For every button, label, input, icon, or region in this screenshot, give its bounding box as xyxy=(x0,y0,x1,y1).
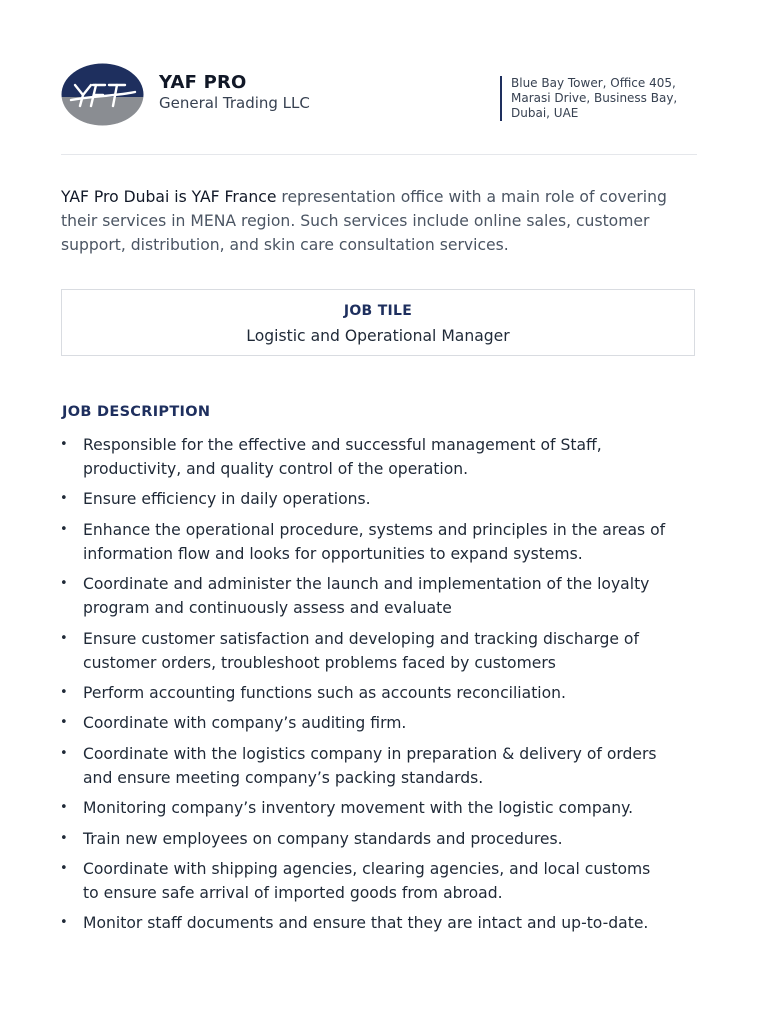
duty-item xyxy=(57,711,667,735)
intro-lead: YAF Pro Dubai is YAF France xyxy=(61,188,277,206)
company-name: YAF PRO xyxy=(159,72,247,93)
bullet-icon: • xyxy=(60,521,68,537)
bullet-icon: • xyxy=(60,491,68,507)
job-description-heading: JOB DESCRIPTION xyxy=(62,404,211,420)
duty-item xyxy=(57,857,667,905)
bullet-icon: • xyxy=(60,684,68,700)
bullet-icon: • xyxy=(60,715,68,731)
company-subtitle: General Trading LLC xyxy=(159,94,310,112)
bullet-icon: • xyxy=(60,630,68,646)
duty-text: Coordinate with company’s auditing firm. xyxy=(83,714,407,733)
duty-item xyxy=(57,487,667,511)
bullet-icon: • xyxy=(60,576,68,592)
duty-text: Train new employees on company standards and procedures. xyxy=(83,829,563,848)
duty-item xyxy=(57,681,667,705)
letterhead xyxy=(61,63,697,127)
bullet-icon: • xyxy=(60,745,68,761)
company-address: Blue Bay Tower, Office 405, Marasi Drive, Business Bay, Dubai, UAE xyxy=(500,76,701,121)
duty-item xyxy=(57,827,667,851)
duty-item xyxy=(57,742,667,790)
job-title-label: JOB TILE xyxy=(343,303,413,319)
duty-item xyxy=(57,433,667,481)
intro-body: representation office with a main role of covering their services in MENA region. Such services include online sales, customer support, distribution, and skin care consultation services. xyxy=(61,188,667,254)
job-title-value: Logistic and Operational Manager xyxy=(246,327,510,345)
duty-item xyxy=(57,518,667,566)
brand-block xyxy=(159,72,310,112)
company-logo xyxy=(61,63,144,126)
bullet-icon: • xyxy=(60,800,68,816)
duty-text: Coordinate with shipping agencies, clearing agencies, and local customs to ensure safe arrival of imported goods from abroad. xyxy=(83,859,651,902)
duty-text: Coordinate with the logistics company in preparation & delivery of orders and ensure meeting company’s packing standards. xyxy=(83,744,657,787)
bullet-icon: • xyxy=(60,915,68,931)
intro-paragraph xyxy=(61,185,671,257)
duty-text: Ensure customer satisfaction and developing and tracking discharge of customer orders, troubleshoot problems faced by customers xyxy=(83,629,639,672)
header-divider xyxy=(61,154,697,155)
duty-text: Monitoring company’s inventory movement with the logistic company. xyxy=(83,799,634,818)
duty-text: Ensure efficiency in daily operations. xyxy=(83,490,371,509)
duty-item xyxy=(57,911,667,935)
duty-text: Monitor staff documents and ensure that they are intact and up-to-date. xyxy=(83,914,649,933)
duty-item xyxy=(57,572,667,620)
duties-list xyxy=(57,433,667,942)
duty-item xyxy=(57,627,667,675)
duty-item xyxy=(57,796,667,820)
bullet-icon: • xyxy=(60,860,68,876)
bullet-icon: • xyxy=(60,830,68,846)
duty-text: Responsible for the effective and successful management of Staff, productivity, and quality control of the operation. xyxy=(83,436,602,478)
duty-text: Perform accounting functions such as accounts reconciliation. xyxy=(83,683,567,702)
duty-text: Enhance the operational procedure, systems and principles in the areas of information flow and looks for opportunities to expand systems. xyxy=(83,520,666,563)
bullet-icon: • xyxy=(60,437,68,452)
duty-text: Coordinate and administer the launch and implementation of the loyalty program and continuously assess and evaluate xyxy=(83,575,650,618)
job-title-box xyxy=(61,289,695,356)
